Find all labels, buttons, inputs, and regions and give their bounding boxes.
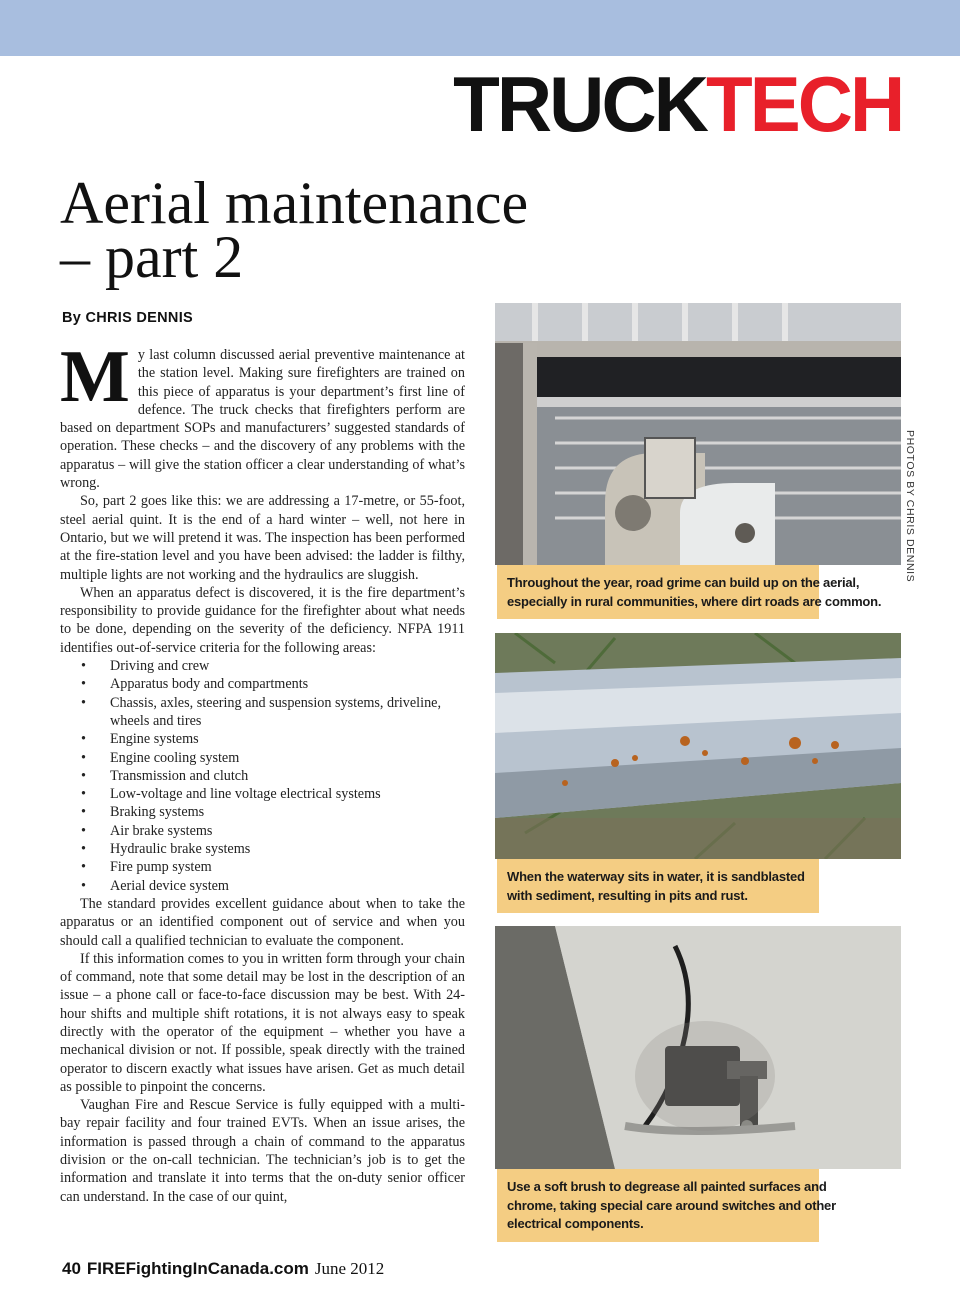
- article-body: [60, 336, 465, 1206]
- list-item: • Low-voltage and line voltage electrical systems: [81, 786, 381, 803]
- list-item: • Transmission and clutch: [81, 767, 249, 784]
- photo-credit-text: PHOTOS BY CHRIS DENNIS: [904, 430, 916, 583]
- paragraph-5: If this information comes to you in written form through your chain of command, note that some detail may be lost in the description of an issue – a phone call or face-to-face discussion may be best. With 24-hour shifts and multiple shift rotations, it is not always easy to speak directly with the operator of the equipment – whether you have a mechanical division or not. If possible, speak directly with the trained operator to discern exactly what issues have arisen. Get as much detail as possible to pinpoint the concerns.: [60, 950, 465, 1095]
- list-item: • Fire pump system: [81, 859, 212, 876]
- caption-line: chrome, taking special care around switches and other: [507, 1197, 836, 1213]
- list-item: • Air brake systems: [81, 822, 213, 839]
- caption-line: When the waterway sits in water, it is sandblasted: [507, 869, 805, 884]
- photo-aerial-grime: [495, 303, 901, 565]
- paragraph-2: So, part 2 goes like this: we are addressing a 17-metre, or 55-foot, steel aerial quint. It is the end of a hard winter – well, not here in Ontario, but we will pretend it was. The inspection has been performed at the fire-station level and you have been advised: the ladder is filthy, multiple lights are not working and the hydraulics are sluggish.: [60, 493, 465, 583]
- list-item: • Apparatus body and compartments: [81, 676, 309, 693]
- title-line-2: – part 2: [60, 224, 244, 290]
- bullet-dot: •: [81, 658, 86, 675]
- list-item: • Chassis, axles, steering and suspension systems, driveline, wheels and tires: [81, 694, 442, 729]
- article-title: [60, 170, 529, 290]
- bullet-dot: •: [81, 749, 86, 766]
- masthead-truck: TRUCK: [452, 60, 706, 148]
- list-item: • Braking systems: [81, 804, 205, 821]
- list-item: • Engine systems: [81, 731, 199, 748]
- masthead-tech: TECH: [705, 60, 902, 148]
- photo-caption-3: [497, 1169, 836, 1242]
- bullet-dot: •: [81, 841, 86, 858]
- list-item: • Aerial device system: [81, 877, 229, 894]
- list-item: • Engine cooling system: [81, 749, 240, 766]
- title-line-1: Aerial maintenance: [60, 170, 529, 236]
- page-number: 40: [62, 1259, 81, 1278]
- drop-cap: M: [60, 336, 130, 418]
- bullet-dot: •: [81, 859, 86, 876]
- byline: By CHRIS DENNIS: [62, 310, 193, 326]
- paragraph-4: The standard provides excellent guidance about when to take the apparatus or an identified component out of service and when you should call a qualified technician to evaluate the component.: [60, 895, 465, 949]
- paragraph-1-text: y last column discussed aerial preventive maintenance at the station level. Making sure firefighters are trained on this piece of apparatus is your department’s first line of defence. The truck checks that firefighters perform are based on department SOPs and manufacturers’ suggested standards of operation. These checks – and the discovery of any problems with the apparatus – will give the station officer a clear understanding of what’s wrong.: [60, 347, 465, 492]
- bullet-dot: •: [81, 877, 86, 894]
- bullet-dot: •: [81, 676, 86, 693]
- caption-line: with sediment, resulting in pits and rust.: [507, 887, 748, 903]
- oos-criteria-list: [60, 657, 465, 895]
- bullet-dot: •: [81, 822, 86, 839]
- page-footer: [62, 1259, 384, 1279]
- bullet-dot: •: [81, 694, 86, 711]
- photo-electrical-switch: [495, 926, 901, 1169]
- photo-rusted-waterway: [495, 633, 901, 859]
- paragraph-1: [60, 336, 465, 492]
- photo-caption-1: [497, 565, 882, 619]
- caption-line: especially in rural communities, where dirt roads are common.: [507, 593, 882, 609]
- photo-credit: [903, 430, 917, 583]
- footer-site: FIREFightingInCanada.com: [86, 1259, 309, 1278]
- bullet-dot: •: [81, 767, 86, 784]
- caption-line: Throughout the year, road grime can build up on the aerial,: [507, 575, 860, 590]
- top-color-band: [0, 0, 960, 56]
- paragraph-3: When an apparatus defect is discovered, it is the fire department’s responsibility to provide guidance for the firefighter about what needs to be done, depending on the severity of the deficiency. NFPA 1911 identifies out-of-service criteria for the following areas:: [60, 584, 465, 656]
- section-masthead: [452, 60, 902, 148]
- list-item: • Driving and crew: [81, 658, 210, 675]
- list-item: • Hydraulic brake systems: [81, 841, 251, 858]
- bullet-dot: •: [81, 786, 86, 803]
- caption-line: electrical components.: [507, 1216, 644, 1231]
- photo-caption-2: [497, 859, 819, 913]
- footer-date: June 2012: [314, 1259, 385, 1278]
- bullet-dot: •: [81, 731, 86, 748]
- bullet-dot: •: [81, 804, 86, 821]
- caption-line: Use a soft brush to degrease all painted surfaces and: [507, 1179, 827, 1194]
- paragraph-6: Vaughan Fire and Rescue Service is fully equipped with a multi-bay repair facility and four trained EVTs. When an issue arises, the information is passed through a chain of command to the apparatus division or the on-call technician. The technician’s job is to get the information and translate it into terms that the on-duty senior officer can understand. In the case of our quint,: [60, 1097, 465, 1205]
